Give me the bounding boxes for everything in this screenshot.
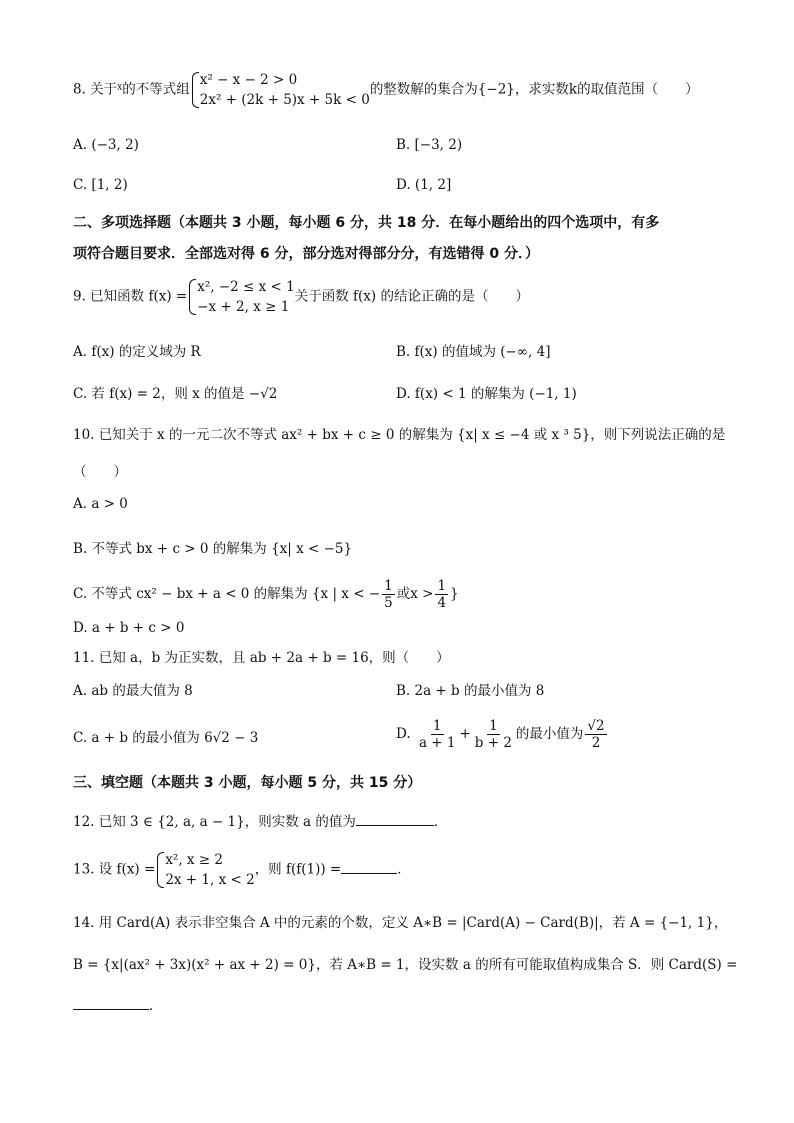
q8-ineq-1: x² − x − 2 > 0 bbox=[199, 72, 298, 88]
q10-c-fraction-2 bbox=[435, 578, 448, 611]
question-14-line1: 14. 用 Card(A) 表示非空集合 A 中的元素的个数，定义 A∗B = |Card(A) − Card(B)|，若 A = {−1, 1}， bbox=[73, 915, 728, 931]
question-8-stem bbox=[73, 70, 699, 110]
q11-d-fraction-3 bbox=[585, 718, 606, 751]
q11-d-fraction-1 bbox=[417, 718, 458, 751]
q8-option-b: B. [−3, 2) bbox=[396, 137, 463, 153]
q9-option-a: A. f(x) 的定义域为 R bbox=[73, 344, 201, 360]
q10-c-fraction-1 bbox=[382, 578, 395, 611]
q8-mid: 的不等式组 bbox=[122, 81, 190, 98]
q9-fx: f(x) = bbox=[148, 288, 188, 305]
q9-option-d: D. f(x) < 1 的解集为 (−1, 1) bbox=[396, 386, 577, 402]
q13-prefix: 13. 设 f(x) = bbox=[73, 861, 156, 878]
q11-d-f3-den: 2 bbox=[591, 735, 601, 751]
q9-suffix: 关于函数 f(x) 的结论正确的是（ ） bbox=[294, 288, 529, 305]
q11-d-f1-num: 1 bbox=[432, 718, 442, 734]
q12-stem: 12. 已知 3 ∈ {2, a, a − 1}，则实数 a 的值为 bbox=[73, 814, 356, 830]
question-14-line2: B = {x|(ax² + 3x)(x² + ax + 2) = 0}，若 A∗B = 1，设实数 a 的所有可能取值构成集合 S．则 Card(S) = bbox=[73, 957, 738, 973]
q10-option-c bbox=[73, 578, 459, 611]
section-3-heading: 三、填空题（本题共 3 小题，每小题 5 分，共 15 分） bbox=[73, 775, 422, 791]
q10-c-f1-num: 1 bbox=[384, 578, 393, 594]
q13-piece-2: 2x + 1, x < 2 bbox=[165, 872, 255, 888]
q8-prefix: 8. 关于 bbox=[73, 81, 118, 98]
q8-option-c: C. [1, 2) bbox=[73, 177, 128, 193]
q8-option-a: A. (−3, 2) bbox=[73, 137, 139, 153]
question-12 bbox=[73, 811, 447, 832]
q12-end: ． bbox=[433, 814, 448, 830]
q9-option-c: C. 若 f(x) = 2，则 x 的值是 −√2 bbox=[73, 386, 278, 402]
q8-option-d: D. (1, 2] bbox=[396, 177, 452, 193]
q11-d-plus: + bbox=[459, 726, 471, 742]
q8-var: x bbox=[117, 82, 123, 93]
question-14-line3 bbox=[73, 995, 163, 1016]
question-11-stem: 11. 已知 a，b 为正实数，且 ab + 2a + b = 16，则（ ） bbox=[73, 650, 450, 666]
q13-mid: ，则 f(f(1)) = bbox=[254, 861, 342, 878]
q11-option-b: B. 2a + b 的最小值为 8 bbox=[396, 683, 545, 699]
q13-piecewise bbox=[155, 850, 254, 890]
q9-piecewise bbox=[187, 277, 295, 317]
q9-piece-1: x², −2 ≤ x < 1 bbox=[197, 279, 295, 295]
q11-d-fraction-2 bbox=[473, 718, 514, 751]
q10-option-a: A. a > 0 bbox=[73, 496, 128, 512]
q14-end: ． bbox=[149, 998, 163, 1014]
q11-d-f2-num: 1 bbox=[489, 718, 498, 734]
q11-option-c: C. a + b 的最小值为 6√2 − 3 bbox=[73, 730, 259, 746]
question-13 bbox=[73, 850, 411, 890]
q10-c-f2-den: 4 bbox=[437, 595, 447, 611]
q10-option-b: B. 不等式 bx + c > 0 的解集为 {x| x < −5} bbox=[73, 541, 353, 557]
q12-answer-blank[interactable] bbox=[356, 811, 434, 826]
question-10-stem: 10. 已知关于 x 的一元二次不等式 ax² + bx + c ≥ 0 的解集为 {x| x ≤ −4 或 x ³ 5}，则下列说法正确的是 bbox=[73, 427, 726, 443]
question-9-stem bbox=[73, 277, 529, 317]
section-2-heading-line1: 二、多项选择题（本题共 3 小题，每小题 6 分，共 18 分．在每小题给出的四个选项中，有多 bbox=[73, 215, 660, 231]
q10-c-f2-num: 1 bbox=[437, 578, 447, 594]
q10-c-f1-den: 5 bbox=[384, 595, 393, 611]
q10-option-d: D. a + b + c > 0 bbox=[73, 620, 185, 636]
q11-d-mid: 的最小值为 bbox=[515, 726, 584, 742]
q13-piece-1: x², x ≥ 2 bbox=[165, 852, 224, 868]
q13-answer-blank[interactable] bbox=[341, 859, 397, 874]
q11-d-f2-den: b + 2 bbox=[474, 735, 512, 751]
q11-d-prefix: D. bbox=[396, 726, 411, 742]
q9-piece-2: −x + 2, x ≥ 1 bbox=[197, 299, 290, 315]
q8-inequality-system bbox=[190, 70, 370, 110]
q11-d-f1-den: a + 1 bbox=[418, 735, 456, 751]
q9-option-b: B. f(x) 的值域为 (−∞, 4] bbox=[396, 344, 551, 360]
section-2-heading-line2: 项符合题目要求．全部选对得 6 分，部分选对得部分分，有选错得 0 分．） bbox=[73, 246, 539, 262]
q8-suffix: 的整数解的集合为{−2}，求实数k的取值范围（ ） bbox=[369, 81, 699, 98]
q10-c-mid: 或x > bbox=[396, 586, 434, 602]
q11-option-a: A. ab 的最大值为 8 bbox=[73, 683, 193, 699]
q10-c-prefix: C. 不等式 cx² − bx + a < 0 的解集为 {x | x < − bbox=[73, 586, 381, 602]
q8-ineq-2: 2x² + (2k + 5)x + 5k < 0 bbox=[199, 92, 370, 108]
q11-d-f3-num: √2 bbox=[587, 718, 605, 734]
q11-option-d bbox=[396, 718, 609, 751]
q9-prefix: 9. 已知函数 bbox=[73, 288, 145, 305]
q10-c-suffix: } bbox=[450, 586, 459, 602]
q14-answer-blank[interactable] bbox=[73, 995, 149, 1010]
question-10-stem-cont: （ ） bbox=[73, 464, 127, 480]
q13-end: ． bbox=[397, 861, 411, 878]
